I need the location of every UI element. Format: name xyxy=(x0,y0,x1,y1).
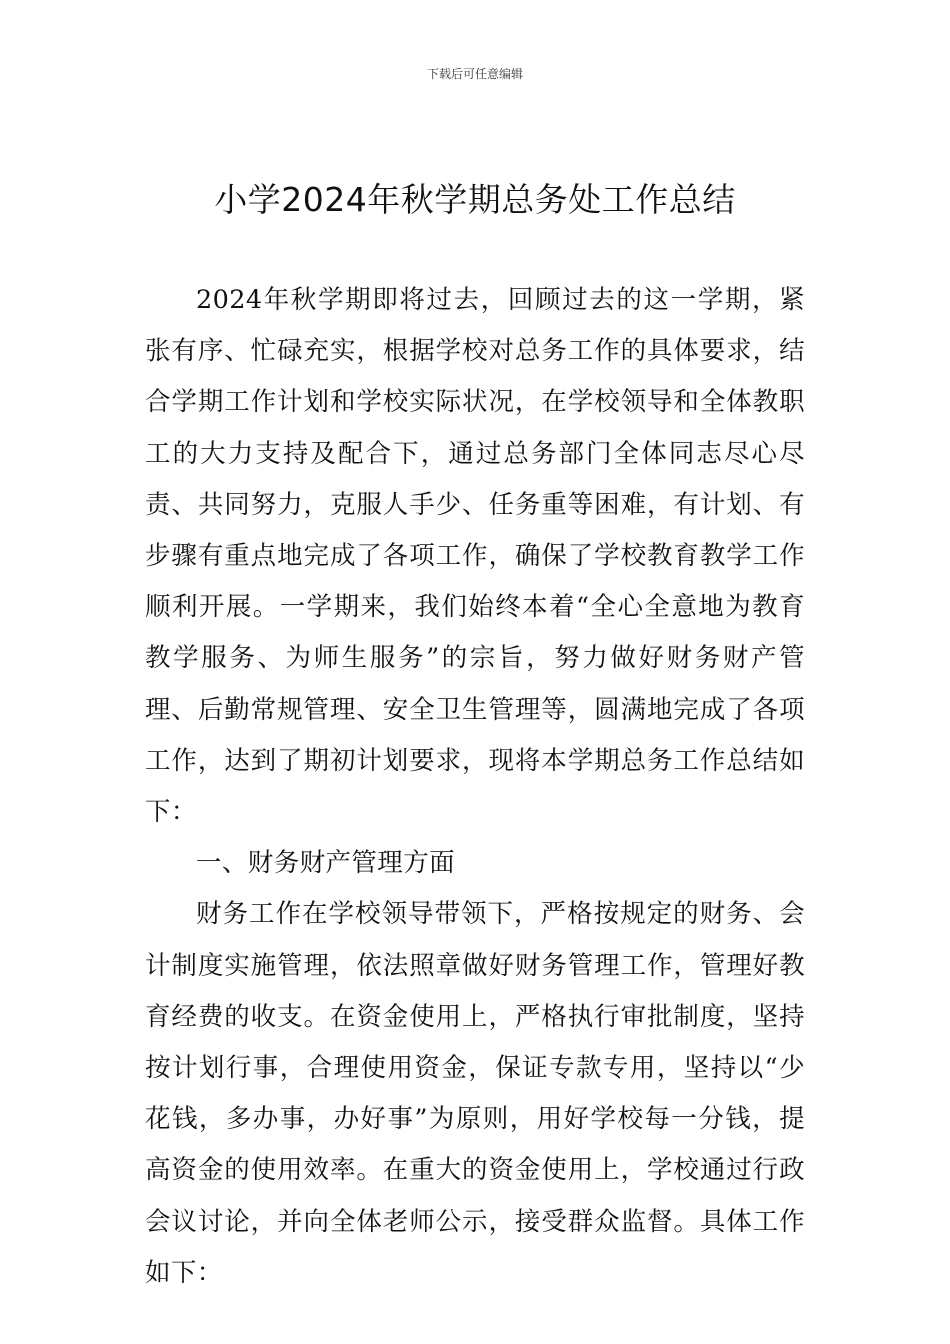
document-title: 小学2024年秋学期总务处工作总结 xyxy=(214,180,736,219)
section-heading-finance: 一、财务财产管理方面 xyxy=(196,848,456,879)
paragraph-intro: 2024年秋学期即将过去，回顾过去的这一学期，紧张有序、忙碌充实，根据学校对总务工作的具体要求，结合学期工作计划和学校实际状况，在学校领导和全体教职工的大力支持及配合下，通过总务部门全体同志尽心尽责、共同努力，克服人手少、任务重等困难，有计划、有步骤有重点地完成了各项工作，确保了学校教育教学工作顺利开展。一学期来，我们始终本着“全心全意地为教育教学服务、为师生服务”的宗旨，努力做好财务财产管理、后勤常规管理、安全卫生管理等，圆满地完成了各项工作，达到了期初计划要求，现将本学期总务工作总结如下： xyxy=(145,285,805,828)
header-note: 下载后可任意编辑 xyxy=(426,67,523,81)
paragraph-finance: 财务工作在学校领导带领下，严格按规定的财务、会计制度实施管理，依法照章做好财务管理工作，管理好教育经费的收支。在资金使用上，严格执行审批制度，坚持按计划行事，合理使用资金，保证专款专用，坚持以“少花钱，多办事，办好事”为原则，用好学校每一分钱，提高资金的使用效率。在重大的资金使用上，学校通过行政会议讨论，并向全体老师公示，接受群众监督。具体工作如下： xyxy=(145,899,805,1288)
document-body xyxy=(145,275,805,1299)
